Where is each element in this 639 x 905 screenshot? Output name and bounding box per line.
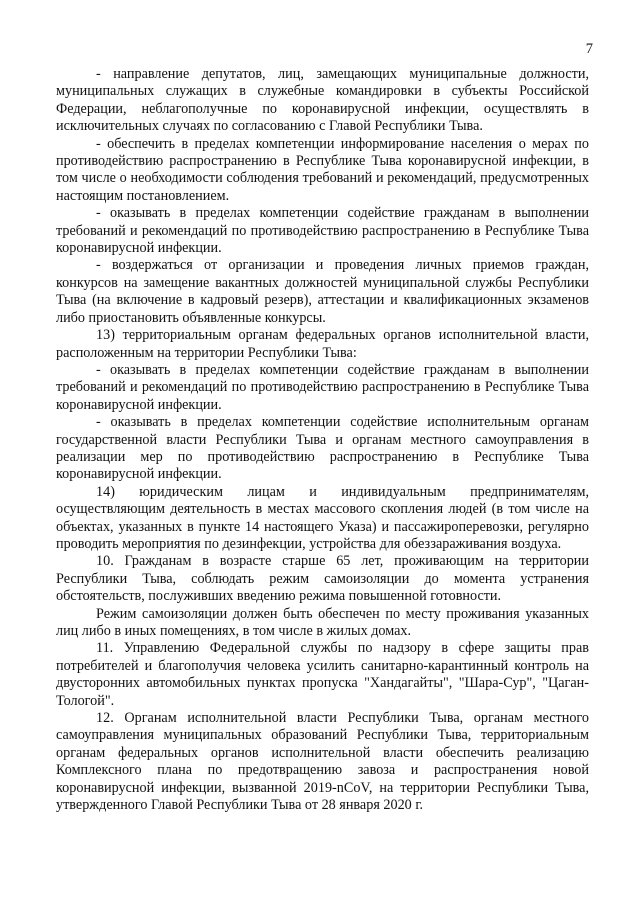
paragraph-federal-assist-citizens: - оказывать в пределах компетенции содействие гражданам в выполнении требований и рекомендаций по противодействию распространению в Республике Тыва коронавирусной инфекции. [56,361,589,413]
paragraph-self-isolation: Режим самоизоляции должен быть обеспечен по месту проживания указанных лиц либо в иных помещениях, в том числе в жилых домах. [56,605,589,639]
paragraph-federal-assist-authorities: - оказывать в пределах компетенции содействие исполнительным органам государственной власти Республики Тыва и органам местного самоуправления в реализации мер по противодействию распространению в Республике Тыва коронавирусной инфекции. [56,414,589,483]
paragraph-section-10: 10. Гражданам в возрасте старше 65 лет, проживающим на территории Республики Тыва, соблюдать режим самоизоляции до момента устранения обстоятельств, послуживших введению режима повышенной готовности. [56,553,589,605]
paragraph-item-13: 13) территориальным органам федеральных органов исполнительной власти, расположенным на территории Республики Тыва: [56,327,589,361]
document-body [56,66,589,814]
paragraph-section-12: 12. Органам исполнительной власти Республики Тыва, органам местного самоуправления муниципальных образований Республики Тыва, территориальным органам федеральных органов исполнительной власти обеспечить реализацию Комплексного плана по предотвращению завоза и распространения новой коронавирусной инфекции, вызванной 2019-nCoV, на территории Республики Тыва, утвержденного Главой Республики Тыва от 28 января 2020 г. [56,710,589,814]
paragraph-assist-citizens: - оказывать в пределах компетенции содействие гражданам в выполнении требований и рекомендаций по противодействию распространению в Республике Тыва коронавирусной инфекции. [56,205,589,257]
page-number: 7 [585,41,593,57]
paragraph-dispatch-restriction: - направление депутатов, лиц, замещающих муниципальные должности, муниципальных служащих в служебные командировки в субъекты Российской Федерации, неблагополучные по коронавирусной инфекции, осуществлять в исключительных случаях по согласованию с Главой Республики Тыва. [56,66,589,135]
paragraph-suspend-receptions: - воздержаться от организации и проведения личных приемов граждан, конкурсов на замещение вакантных должностей муниципальной службы Республики Тыва (на включение в кадровый резерв), аттестации и квалификационных экзаменов либо приостановить объявленные конкурсы. [56,257,589,326]
paragraph-item-14: 14) юридическим лицам и индивидуальным предпринимателям, осуществляющим деятельность в местах массового скопления людей (в том числе на объектах, указанных в пункте 14 настоящего Указа) и пассажироперевозки, регулярно проводить мероприятия по дезинфекции, устройства для обеззараживания воздуха. [56,483,589,552]
paragraph-section-11: 11. Управлению Федеральной службы по надзору в сфере защиты прав потребителей и благополучия человека усилить санитарно-карантинный контроль на двусторонних автомобильных пунктах пропуска "Хандагайты", "Шара-Сур", "Цаган-Тологой". [56,640,589,709]
paragraph-inform-population: - обеспечить в пределах компетенции информирование населения о мерах по противодействию распространению в Республике Тыва коронавирусной инфекции, в том числе о необходимости соблюдения требований и рекомендаций, предусмотренных настоящим постановлением. [56,135,589,204]
